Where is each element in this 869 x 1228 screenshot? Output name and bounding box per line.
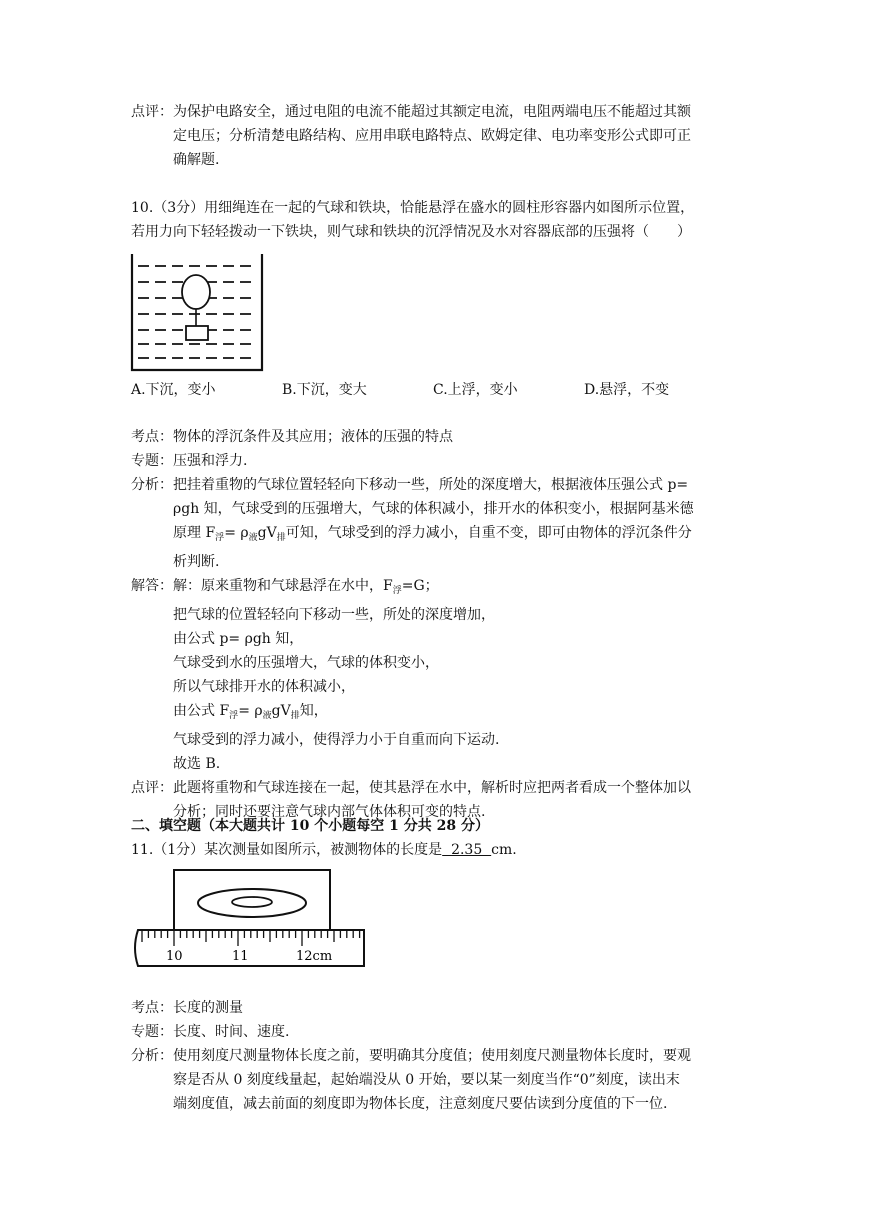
question-10-stem	[131, 196, 741, 244]
iron-block	[186, 326, 208, 340]
review-line: 定电压；分析清楚电路结构、应用串联电路特点、欧姆定律、电功率变形公式即可正	[173, 128, 691, 144]
question-11-analysis	[131, 996, 741, 1116]
jieda-line: 把气球的位置轻轻向下移动一些，所处的深度增加，	[173, 607, 495, 623]
fenxi-line: ρgh 知，气球受到的压强增大，气球的体积减小，排开水的体积变小，根据阿基米德	[173, 501, 694, 517]
review-block-prev	[131, 100, 741, 172]
fenxi-line: 察是否从 0 刻度线量起，起始端没从 0 开始，要以某一刻度当作“0”刻度，读出末	[173, 1072, 680, 1088]
container-figure	[128, 252, 268, 374]
answer-blank: 2.35	[442, 842, 492, 858]
option-c: C.上浮，变小	[433, 382, 518, 398]
fenxi-line: 把挂着重物的气球位置轻轻向下移动一些，所处的深度增大，根据液体压强公式 p=	[173, 477, 689, 493]
zhuanti-label: 专题：	[131, 1024, 173, 1040]
ruler-label-10: 10	[166, 949, 183, 964]
kaodian-text: 长度的测量	[173, 1000, 243, 1016]
fenxi-label: 分析：	[131, 1048, 173, 1064]
balloon	[182, 275, 210, 309]
jieda-line: 气球受到水的压强增大，气球的体积变小，	[173, 655, 439, 671]
question-11-stem: 11.（1分）某次测量如图所示，被测物体的长度是 2.35 cm.	[131, 842, 517, 858]
jieda-label: 解答：	[131, 578, 173, 594]
jieda-line: 解：原来重物和气球悬浮在水中，$F_浮=G$；	[173, 578, 439, 596]
beaker-outline	[132, 254, 262, 370]
jieda-line: 由公式 $F_浮= \rho_液gV_排$知，	[173, 703, 328, 721]
jieda-line: 由公式 p= ρgh 知，	[173, 631, 304, 647]
fenxi-line: 析判断.	[173, 554, 220, 570]
fenxi-line: 使用刻度尺测量物体长度之前，要明确其分度值；使用刻度尺测量物体长度时，要观	[173, 1048, 691, 1064]
dianping-label: 点评：	[131, 780, 173, 796]
dianping-line: 此题将重物和气球连接在一起，使其悬浮在水中，解析时应把两者看成一个整体加以	[173, 780, 691, 796]
question-10-line: 若用力向下轻轻拨动一下铁块，则气球和铁块的沉浮情况及水对容器底部的压强将（ ）	[131, 224, 691, 240]
fenxi-line: 端刻度值，减去前面的刻度即为物体长度，注意刻度尺要估读到分度值的下一位.	[173, 1096, 668, 1112]
jieda-line: 所以气球排开水的体积减小，	[173, 679, 355, 695]
kaodian-label: 考点：	[131, 1000, 173, 1016]
fenxi-label: 分析：	[131, 477, 173, 493]
review-line: 确解题.	[173, 152, 220, 168]
ruler-figure	[128, 866, 372, 974]
option-b: B.下沉，变大	[282, 382, 367, 398]
ruler-label-12cm: 12cm	[296, 949, 333, 964]
option-a: A.下沉，变小	[131, 382, 216, 398]
jieda-line: 故选 B.	[173, 756, 221, 772]
zhuanti-text: 长度、时间、速度.	[173, 1024, 290, 1040]
options-row	[131, 379, 741, 403]
zhuanti-text: 压强和浮力.	[173, 453, 248, 469]
section-title: 二、填空题（本大题共计 10 个小题每空 1 分共 28 分）	[131, 818, 489, 834]
question-10-line: 10.（3分）用细绳连在一起的气球和铁块，恰能悬浮在盛水的圆柱形容器内如图所示位置，	[131, 200, 695, 216]
option-d: D.悬浮，不变	[584, 382, 670, 398]
question-10-analysis	[131, 425, 741, 824]
zhuanti-label: 专题：	[131, 453, 173, 469]
jieda-line: 气球受到的浮力减小，使得浮力小于自重而向下运动.	[173, 732, 500, 748]
kaodian-text: 物体的浮沉条件及其应用；液体的压强的特点	[173, 429, 453, 445]
dianping-line: 分析；同时还要注意气球内部气体体积可变的特点.	[173, 804, 486, 820]
ruler-label-11: 11	[232, 949, 249, 964]
fenxi-line: 原理 $F_浮= \rho_液gV_排$可知，气球受到的浮力减小，自重不变，即可由物体的浮沉条件分	[173, 525, 692, 543]
kaodian-label: 考点：	[131, 429, 173, 445]
review-label: 点评：	[131, 104, 173, 120]
review-line: 为保护电路安全，通过电阻的电流不能超过其额定电流，电阻两端电压不能超过其额	[173, 104, 691, 120]
